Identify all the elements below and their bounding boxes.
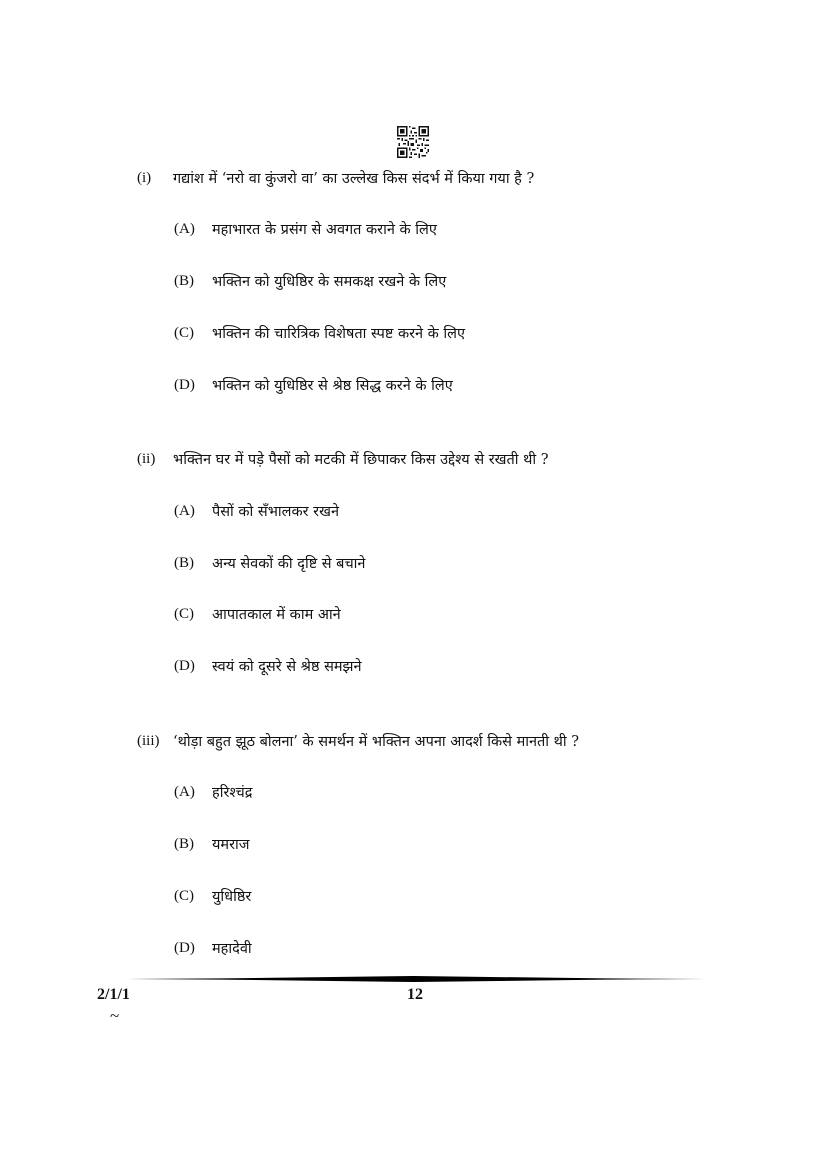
option-text: महाभारत के प्रसंग से अवगत कराने के लिए [212,222,437,238]
option-label: (B) [174,555,194,571]
page-number: 12 [407,986,423,1003]
option-text: यमराज [212,837,250,853]
option-text: भक्तिन को युधिष्ठिर से श्रेष्ठ सिद्ध करने के लिए [212,378,453,394]
question-text: भक्तिन घर में पड़े पैसों को मटकी में छिपाकर किस उद्देश्य से रखती थी ? [173,452,549,468]
option-label: (D) [174,377,195,393]
question-text: गद्यांश में ‘नरो वा कुंजरो वा’ का उल्लेख किस संदर्भ में किया गया है ? [173,171,535,187]
question-text: ‘थोड़ा बहुत झूठ बोलना’ के समर्थन में भक्तिन अपना आदर्श किसे मानती थी ? [173,734,580,750]
option-text: हरिश्चंद्र [212,785,253,801]
option-label: (C) [174,606,194,622]
qr-code-image [397,126,429,158]
option-text: भक्तिन को युधिष्ठिर के समकक्ष रखने के लिए [212,274,447,290]
option-label: (C) [174,325,194,341]
option-text: महादेवी [212,941,252,957]
question-number: (iii) [137,733,160,749]
option-label: (A) [174,784,195,800]
option-text: आपातकाल में काम आने [212,607,341,623]
option-text: युधिष्ठिर [212,889,252,905]
option-text: भक्तिन की चारित्रिक विशेषता स्पष्ट करने के लिए [212,326,466,342]
option-text: पैसों को सँभालकर रखने [212,504,339,520]
footer-divider [122,976,706,982]
option-text: स्वयं को दूसरे से श्रेष्ठ समझने [212,659,362,675]
question-number: (i) [137,170,152,186]
option-label: (A) [174,503,195,519]
option-label: (D) [174,940,195,956]
option-label: (D) [174,658,195,674]
option-label: (A) [174,221,195,237]
question-number: (ii) [137,451,156,467]
option-label: (B) [174,273,194,289]
footer-mark: ~ [110,1006,120,1025]
option-label: (C) [174,888,194,904]
option-text: अन्य सेवकों की दृष्टि से बचाने [212,556,366,572]
option-label: (B) [174,836,194,852]
paper-code: 2/1/1 [97,986,130,1003]
